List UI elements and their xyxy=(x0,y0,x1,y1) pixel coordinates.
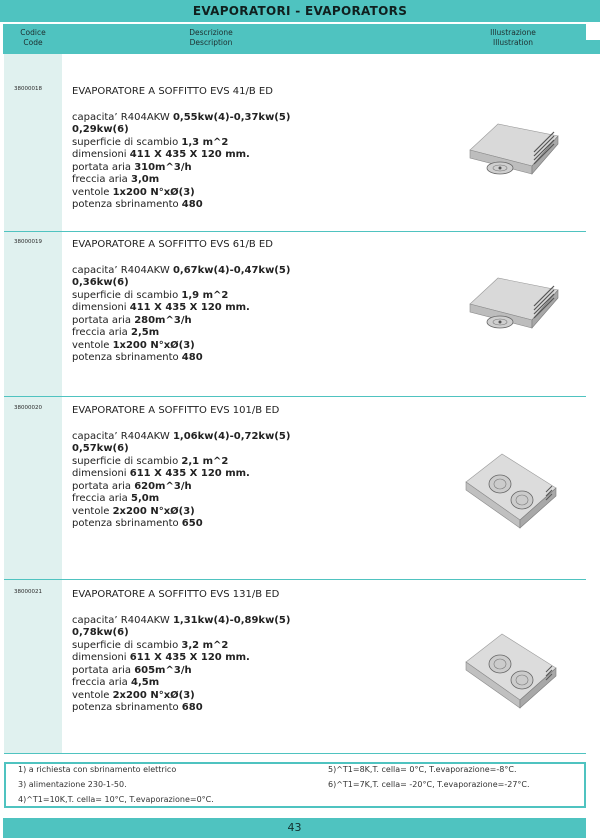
product-name: EVAPORATORE A SOFFITTO EVS 41/B ED xyxy=(72,86,273,97)
airflow-value: 310m^3/h xyxy=(134,161,192,173)
header-code-en: Code xyxy=(23,38,43,47)
capacity-value-2: 0,36kw(6) xyxy=(72,277,129,288)
evaporator-single-fan-image xyxy=(462,118,562,190)
air-throw-value: 3,0m xyxy=(130,174,160,185)
row-separator xyxy=(4,753,586,754)
dimensions-value: 611 X 435 X 120 mm. xyxy=(129,468,250,479)
surface-value: 1,3 m^2 xyxy=(181,136,229,148)
product-description xyxy=(72,239,372,365)
dimensions-label: dimensioni xyxy=(72,149,130,160)
fans-label: ventole xyxy=(72,339,113,351)
product-description xyxy=(72,589,372,715)
fans-value: 2x200 N°xØ(3) xyxy=(112,689,195,701)
surface-value: 1,9 m^2 xyxy=(181,289,229,301)
row-separator xyxy=(4,396,586,397)
header-illus-en: Illustration xyxy=(492,38,534,47)
footnote: 4)^T1=10K,T. cella= 10°C, T.evaporazione=0°C. xyxy=(18,795,214,804)
header-code xyxy=(3,28,63,48)
footnote: 3) alimentazione 230-1-50. xyxy=(18,780,127,789)
row-separator xyxy=(4,579,586,580)
product-code: 38000019 xyxy=(14,239,42,245)
evaporator-single-fan-image xyxy=(462,272,562,344)
capacity-value-2: 0,29kw(6) xyxy=(72,124,129,135)
air-throw-value: 5,0m xyxy=(130,493,160,504)
capacity-label: capacita’ R404AKW xyxy=(72,614,173,626)
surface-value: 3,2 m^2 xyxy=(181,639,229,651)
defrost-value: 480 xyxy=(181,199,203,210)
fans-label: ventole xyxy=(72,186,113,198)
defrost-value: 680 xyxy=(181,702,203,713)
air-throw-value: 4,5m xyxy=(130,677,160,688)
product-description xyxy=(72,405,372,531)
airflow-value: 280m^3/h xyxy=(134,314,192,326)
surface-label: superficie di scambio xyxy=(72,136,182,148)
header-illus-it: Illustrazione xyxy=(490,28,536,37)
airflow-label: portata aria xyxy=(72,664,135,676)
header-illustration xyxy=(473,28,553,48)
evaporator-double-fan-image xyxy=(462,448,562,534)
capacity-value: 1,31kw(4)-0,89kw(5) xyxy=(172,614,291,626)
footnote: 6)^T1=7K,T. cella= -20°C, T.evaporazione=-27°C. xyxy=(328,780,530,789)
airflow-label: portata aria xyxy=(72,161,135,173)
capacity-label: capacita’ R404AKW xyxy=(72,430,173,442)
air-throw-label: freccia aria xyxy=(72,677,131,688)
airflow-value: 605m^3/h xyxy=(134,664,192,676)
defrost-value: 480 xyxy=(181,352,203,363)
header-desc-en: Description xyxy=(189,38,233,47)
capacity-value-2: 0,57kw(6) xyxy=(72,443,129,454)
table-header xyxy=(3,24,586,54)
dimensions-label: dimensioni xyxy=(72,652,130,663)
surface-label: superficie di scambio xyxy=(72,455,182,467)
surface-label: superficie di scambio xyxy=(72,289,182,301)
air-throw-label: freccia aria xyxy=(72,493,131,504)
air-throw-label: freccia aria xyxy=(72,327,131,338)
page-title: EVAPORATORI - EVAPORATORS xyxy=(0,0,600,22)
header-code-it: Codice xyxy=(20,28,46,37)
defrost-value: 650 xyxy=(181,518,203,529)
air-throw-label: freccia aria xyxy=(72,174,131,185)
product-name: EVAPORATORE A SOFFITTO EVS 131/B ED xyxy=(72,589,280,600)
row-separator xyxy=(4,231,586,232)
defrost-label: potenza sbrinamento xyxy=(72,518,182,529)
airflow-label: portata aria xyxy=(72,314,135,326)
dimensions-value: 611 X 435 X 120 mm. xyxy=(129,652,250,663)
airflow-label: portata aria xyxy=(72,480,135,492)
code-column xyxy=(4,54,62,754)
dimensions-label: dimensioni xyxy=(72,468,130,479)
fans-label: ventole xyxy=(72,689,113,701)
footnote: 5)^T1=8K,T. cella= 0°C, T.evaporazione=-8°C. xyxy=(328,765,517,774)
evaporator-double-fan-image xyxy=(462,628,562,714)
fans-value: 1x200 N°xØ(3) xyxy=(112,339,195,351)
page-number: 43 xyxy=(3,818,586,838)
capacity-value: 1,06kw(4)-0,72kw(5) xyxy=(172,430,291,442)
product-name: EVAPORATORE A SOFFITTO EVS 61/B ED xyxy=(72,239,273,250)
capacity-value: 0,67kw(4)-0,47kw(5) xyxy=(172,264,291,276)
airflow-value: 620m^3/h xyxy=(134,480,192,492)
dimensions-value: 411 X 435 X 120 mm. xyxy=(129,302,250,313)
header-desc-it: Descrizione xyxy=(189,28,233,37)
surface-value: 2,1 m^2 xyxy=(181,455,229,467)
dimensions-value: 411 X 435 X 120 mm. xyxy=(129,149,250,160)
product-description xyxy=(72,86,372,212)
capacity-label: capacita’ R404AKW xyxy=(72,111,173,123)
defrost-label: potenza sbrinamento xyxy=(72,199,182,210)
fans-label: ventole xyxy=(72,505,113,517)
capacity-label: capacita’ R404AKW xyxy=(72,264,173,276)
product-name: EVAPORATORE A SOFFITTO EVS 101/B ED xyxy=(72,405,280,416)
footnote: 1) a richiesta con sbrinamento elettrico xyxy=(18,765,177,774)
product-code: 38000021 xyxy=(14,589,42,595)
defrost-label: potenza sbrinamento xyxy=(72,702,182,713)
fans-value: 1x200 N°xØ(3) xyxy=(112,186,195,198)
product-code: 38000020 xyxy=(14,405,42,411)
capacity-value: 0,55kw(4)-0,37kw(5) xyxy=(172,111,291,123)
header-description xyxy=(63,28,359,48)
air-throw-value: 2,5m xyxy=(130,327,160,338)
surface-label: superficie di scambio xyxy=(72,639,182,651)
defrost-label: potenza sbrinamento xyxy=(72,352,182,363)
capacity-value-2: 0,78kw(6) xyxy=(72,627,129,638)
footnotes-box xyxy=(4,762,586,808)
dimensions-label: dimensioni xyxy=(72,302,130,313)
fans-value: 2x200 N°xØ(3) xyxy=(112,505,195,517)
header-tab-decoration xyxy=(586,40,600,54)
product-code: 38000018 xyxy=(14,86,42,92)
